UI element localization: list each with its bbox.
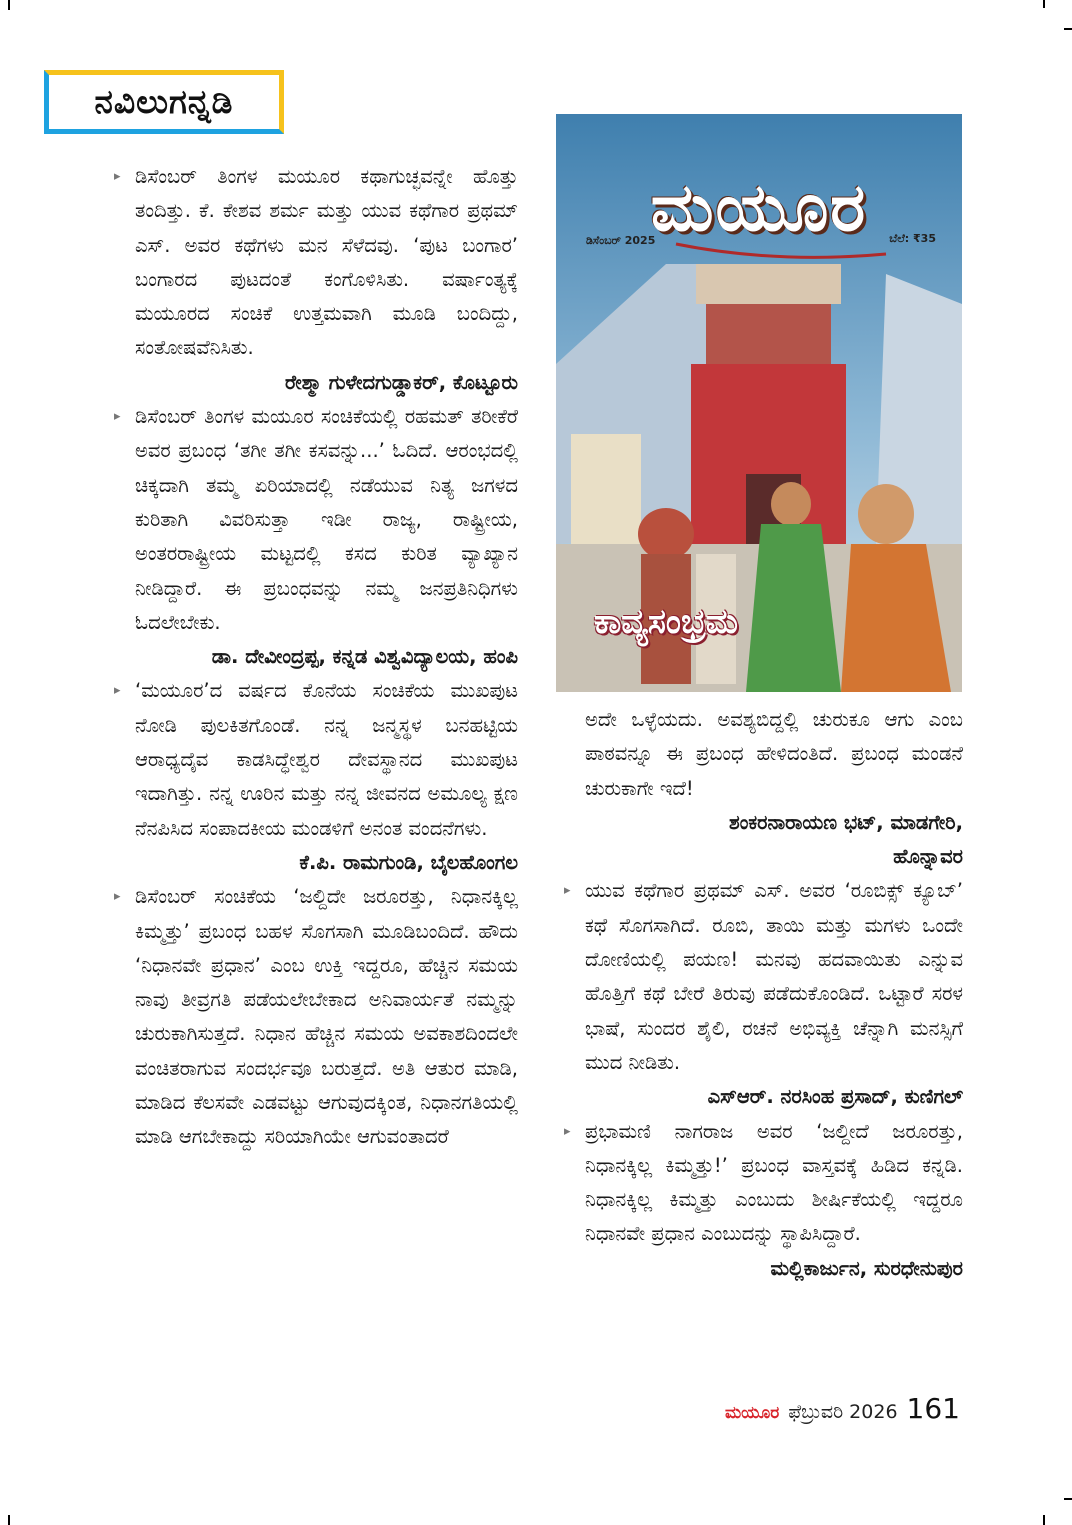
letter-text: ‘ಮಯೂರ’ದ ವರ್ಷದ ಕೊನೆಯ ಸಂಚಿಕೆಯ ಮುಖಪುಟ ನೋಡಿ ಪುಲಕಿತಗೊಂಡೆ. ನನ್ನ ಜನ್ಮಸ್ಥಳ ಬನಹಟ್ಟಿಯ ಆರಾಧ್ಯದೈವ ಕಾಡಸಿದ್ಧೇಶ್ವರ ದೇವಸ್ಥಾನದ ಮುಖಪುಟ ಇದಾಗಿತ್ತು. ನನ್ನ ಊರಿನ ಮತ್ತು ನನ್ನ ಜೀವನದ ಅಮೂಲ್ಯ ಕ್ಷಣ ನೆನಪಿಸಿದ ಸಂಪಾದಕೀಯ ಮಂಡಳಿಗೆ ಅನಂತ ವಂದನೆಗಳು. (135, 679, 518, 840)
bullet-arrow-icon: ▸ (114, 683, 121, 699)
page-footer (725, 1392, 960, 1425)
cover-date: ಡಿಸೆಂಬರ್ 2025 (586, 234, 656, 247)
letter-text: ಡಿಸೆಂಬರ್ ತಿಂಗಳ ಮಯೂರ ಕಥಾಗುಚ್ಛವನ್ನೇ ಹೊತ್ತು ತಂದಿತ್ತು. ಕೆ. ಕೇಶವ ಶರ್ಮ ಮತ್ತು ಯುವ ಕಥೆಗಾರ ಪ್ರಥಮ್ ಎಸ್. ಅವರ ಕಥೆಗಳು ಮನ ಸೆಳೆದವು. ‘ಪುಟ ಬಂಗಾರ’ ಬಂಗಾರದ ಪುಟದಂತೆ ಕಂಗೊಳಿಸಿತು. ವರ್ಷಾಂತ್ಯಕ್ಕೆ ಮಯೂರದ ಸಂಚಿಕೆ ಉತ್ತಮವಾಗಿ ಮೂಡಿ ಬಂದಿದ್ದು, ಸಂತೋಷವೆನಿಸಿತು. (135, 165, 518, 360)
letter-signature: ಹೊನ್ನಾವರ (893, 845, 963, 869)
left-column (113, 160, 518, 1155)
letter-signature: ಶಂಕರನಾರಾಯಣ ಭಟ್, ಮಾಡಗೇರಿ, (729, 810, 963, 834)
bullet-arrow-icon: ▸ (564, 883, 571, 899)
cover-woman-green-head (771, 482, 811, 526)
cover-masthead: ಮಯೂರ (650, 169, 868, 246)
right-column (563, 703, 963, 1286)
cover-shrine (571, 434, 641, 544)
footer-brand: ಮಯೂರ (725, 1403, 780, 1423)
letter-paragraph (563, 1115, 963, 1252)
crop-mark (1064, 1498, 1072, 1500)
magazine-cover (556, 114, 962, 692)
letter-signature: ಕೆ.ಪಿ. ರಾಮಗುಂಡಿ, ಬೈಲಹೊಂಗಲ (299, 850, 518, 874)
letter-continuation: ಅದೇ ಒಳ್ಳೆಯದು. ಅವಶ್ಯಬಿದ್ದಲ್ಲಿ ಚುರುಕೂ ಆಗು ಎಂಬ ಪಾಠವನ್ನೂ ಈ ಪ್ರಬಂಧ ಹೇಳಿದಂತಿದೆ. ಪ್ರಬಂಧ ಮಂಡನೆ ಚುರುಕಾಗೇ ಇದೆ! (585, 708, 963, 800)
crop-mark (8, 0, 10, 10)
section-title: ನವಿಲುಗನ್ನಡಿ (94, 82, 234, 121)
cover-price: ಬೆಲೆ: ₹35 (889, 232, 936, 245)
letter-paragraph (113, 880, 518, 1154)
letter-signature: ಮಲ್ಲಿಕಾರ್ಜುನ, ಸುರಧೇನುಪುರ (770, 1256, 963, 1280)
crop-mark (1064, 28, 1072, 30)
cover-banner: ಕಾವ್ಯಸಂಭ್ರಮ (594, 602, 738, 642)
cover-temple-top (696, 264, 841, 304)
bullet-arrow-icon: ▸ (114, 889, 121, 905)
bullet-arrow-icon: ▸ (114, 409, 121, 425)
letter-paragraph (563, 874, 963, 1080)
section-header-box (44, 70, 284, 134)
crop-mark (1043, 0, 1045, 8)
letter-text: ಪ್ರಭಾಮಣಿ ನಾಗರಾಜ ಅವರ ‘ಜಲ್ದೀದೆ ಜರೂರತ್ತು, ನಿಧಾನಕ್ಕಿಲ್ಲ ಕಿಮ್ಮತ್ತು!’ ಪ್ರಬಂಧ ವಾಸ್ತವಕ್ಕೆ ಹಿಡಿದ ಕನ್ನಡಿ. ನಿಧಾನಕ್ಕಿಲ್ಲ ಕಿಮ್ಮತ್ತು ಎಂಬುದು ಶೀರ್ಷಿಕೆಯಲ್ಲಿ ಇದ್ದರೂ ನಿಧಾನವೇ ಪ್ರಧಾನ ಎಂಬುದನ್ನು ಸ್ಥಾಪಿಸಿದ್ದಾರೆ. (585, 1119, 963, 1246)
bullet-arrow-icon: ▸ (564, 1123, 571, 1139)
letter-paragraph (113, 674, 518, 845)
letter-text: ಡಿಸೆಂಬರ್ ಸಂಚಿಕೆಯ ‘ಜಲ್ದಿದೇ ಜರೂರತ್ತು, ನಿಧಾನಕ್ಕಿಲ್ಲ ಕಿಮ್ಮತ್ತು’ ಪ್ರಬಂಧ ಬಹಳ ಸೊಗಸಾಗಿ ಮೂಡಿಬಂದಿದೆ. ಹೌದು ‘ನಿಧಾನವೇ ಪ್ರಧಾನ’ ಎಂಬ ಉಕ್ತಿ ಇದ್ದರೂ, ಹೆಚ್ಚಿನ ಸಮಯ ನಾವು ತೀವ್ರಗತಿ ಪಡೆಯಲೇಬೇಕಾದ ಅನಿವಾರ್ಯತೆ ನಮ್ಮನ್ನು ಚುರುಕಾಗಿಸುತ್ತದೆ. ನಿಧಾನ ಹೆಚ್ಚಿನ ಸಮಯ ಅವಕಾಶದಿಂದಲೇ ವಂಚಿತರಾಗುವ ಸಂದರ್ಭವೂ ಬರುತ್ತದೆ. ಅತಿ ಆತುರ ಮಾಡಿ, ಮಾಡಿದ ಕೆಲಸವೇ ಎಡವಟ್ಟು ಆಗುವುದಕ್ಕಿಂತ, ನಿಧಾನಗತಿಯಲ್ಲಿ ಮಾಡಿ ಆಗಬೇಕಾದ್ದು ಸರಿಯಾಗಿಯೇ ಆಗುವಂತಾದರೆ (135, 885, 518, 1149)
letter-signature: ಎಸ್‌ಆರ್. ನರಸಿಂಹ ಪ್ರಸಾದ್, ಕುಣಿಗಲ್ (707, 1085, 963, 1109)
cover-figure-left-head (638, 508, 694, 560)
letter-text: ಡಿಸೆಂಬರ್ ತಿಂಗಳ ಮಯೂರ ಸಂಚಿಕೆಯಲ್ಲಿ ರಹಮತ್ ತರೀಕೆರೆ ಅವರ ಪ್ರಬಂಧ ‘ತಗೀ ತಗೀ ಕಸವನ್ನು...’ ಓದಿದೆ. ಆರಂಭದಲ್ಲಿ ಚಿಕ್ಕದಾಗಿ ತಮ್ಮ ಏರಿಯಾದಲ್ಲಿ ನಡೆಯುವ ನಿತ್ಯ ಜಗಳದ ಕುರಿತಾಗಿ ವಿವರಿಸುತ್ತಾ ಇಡೀ ರಾಜ್ಯ, ರಾಷ್ಟ್ರೀಯ, ಅಂತರರಾಷ್ಟ್ರೀಯ ಮಟ್ಟದಲ್ಲಿ ಕಸದ ಕುರಿತ ವ್ಯಾಖ್ಯಾನ ನೀಡಿದ್ದಾರೆ. ಈ ಪ್ರಬಂಧವನ್ನು ನಮ್ಮ ಜನಪ್ರತಿನಿಧಿಗಳು ಓದಲೇಬೇಕು. (135, 405, 518, 634)
letter-signature: ಡಾ. ದೇವೀಂದ್ರಪ್ಪ, ಕನ್ನಡ ವಿಶ್ವವಿದ್ಯಾಲಯ, ಹಂಪಿ (211, 645, 518, 669)
cover-woman-orange-head (858, 484, 914, 544)
letter-paragraph (113, 160, 518, 366)
page-number: 161 (906, 1392, 960, 1425)
bullet-arrow-icon: ▸ (114, 169, 121, 184)
crop-mark (1043, 1515, 1045, 1525)
letter-paragraph (113, 400, 518, 640)
footer-month: ಫೆಬ್ರುವರಿ 2026 (788, 1401, 898, 1423)
letter-text: ಯುವ ಕಥೆಗಾರ ಪ್ರಥಮ್ ಎಸ್. ಅವರ ‘ರೂಬಿಕ್ಸ್ ಕ್ಯೂಬ್’ ಕಥೆ ಸೊಗಸಾಗಿದೆ. ರೂಬಿ, ತಾಯಿ ಮತ್ತು ಮಗಳು ಒಂದೇ ದೋಣಿಯಲ್ಲಿ ಪಯಣ! ಮನವು ಹದವಾಯಿತು ಎನ್ನುವ ಹೊತ್ತಿಗೆ ಕಥೆ ಬೇರೆ ತಿರುವು ಪಡೆದುಕೊಂಡಿದೆ. ಒಟ್ಟಾರೆ ಸರಳ ಭಾಷೆ, ಸುಂದರ ಶೈಲಿ, ರಚನೆ ಅಭಿವ್ಯಕ್ತಿ ಚೆನ್ನಾಗಿ ಮನಸ್ಸಿಗೆ ಮುದ ನೀಡಿತು. (585, 879, 963, 1074)
crop-mark (8, 1515, 10, 1525)
cover-temple-upper (706, 304, 831, 364)
letter-signature: ರೇಶ್ಮಾ ಗುಳೇದಗುಡ್ಡಾಕರ್, ಕೊಟ್ಟೂರು (284, 370, 518, 394)
